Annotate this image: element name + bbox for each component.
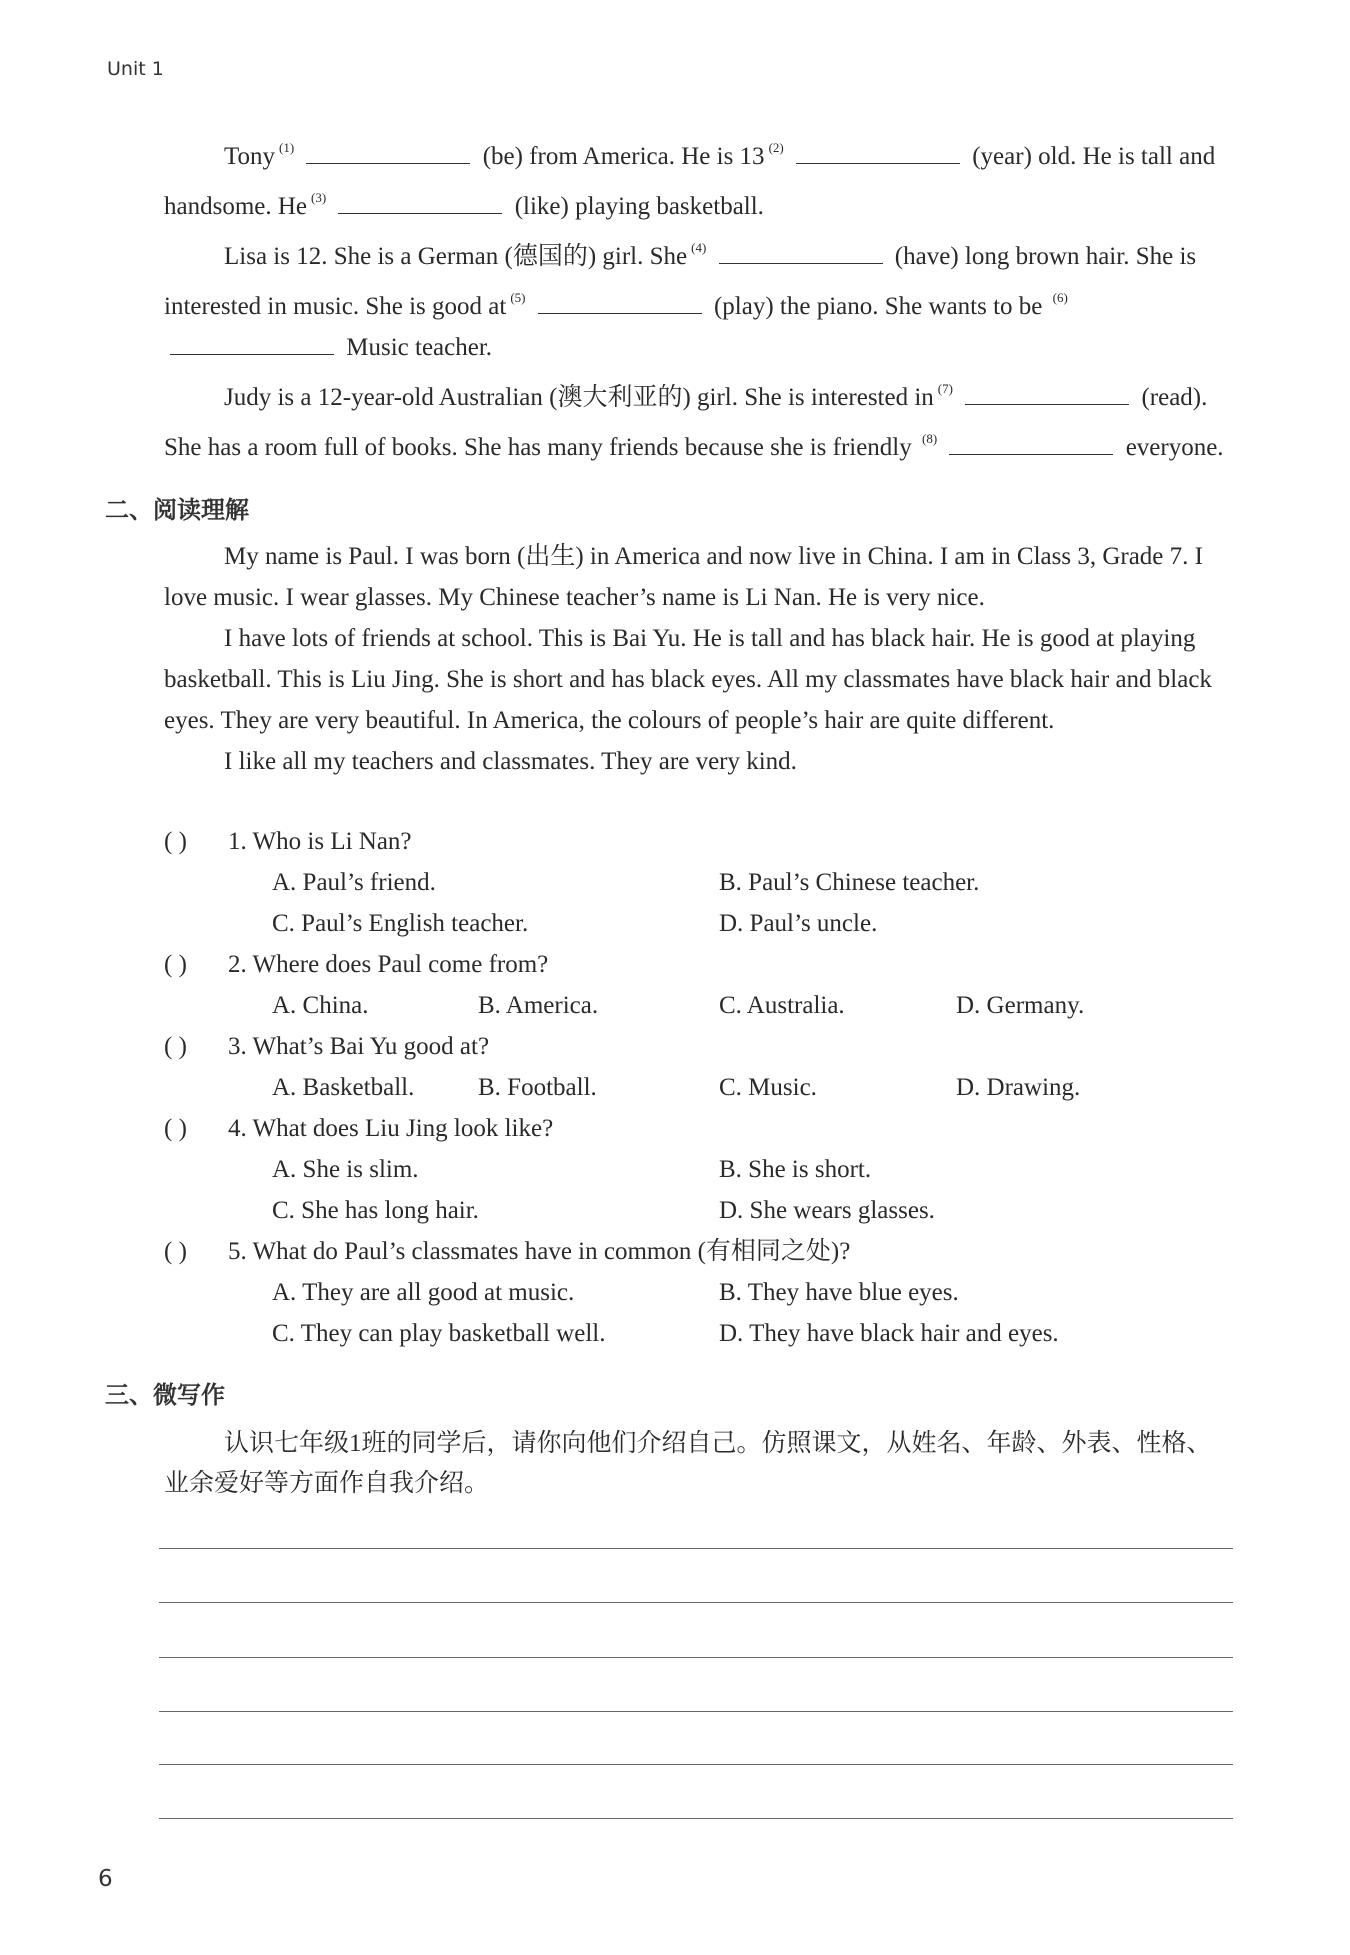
writing-prompt: 认识七年级1班的同学后，请你向他们介绍自己。仿照课文，从姓名、年龄、外表、性格、业余爱好等方面作自我介绍。 [164,1430,1212,1497]
option-a[interactable]: A. Basketball. [272,1074,415,1101]
answer-parentheses[interactable]: ( ) [164,1033,187,1060]
option-d[interactable]: D. Paul’s uncle. [719,910,878,937]
text: (have) long brown hair. She is interested in music. She is good at [164,243,1197,320]
options-row [164,1149,1236,1190]
writing-line[interactable] [159,1818,1233,1819]
answer-blank-3[interactable] [338,191,502,214]
page-number: 6 [98,1866,113,1892]
reading-paragraph-3: I like all my teachers and classmates. They are very kind. [224,748,797,775]
options-row [164,1313,1236,1354]
question-text: 5. What do Paul’s classmates have in common (有相同之处)? [228,1238,851,1265]
option-b[interactable]: B. Football. [478,1074,597,1101]
option-d[interactable]: D. They have black hair and eyes. [719,1320,1059,1347]
question-2 [164,944,1236,985]
blank-number: (8) [922,431,938,446]
blank-number: (3) [311,190,327,205]
option-b[interactable]: B. America. [478,992,599,1019]
answer-blank-7[interactable] [965,382,1129,405]
text: Judy is a 12-year-old Australian (澳大利亚的) girl. She is interested in [224,384,934,411]
option-a[interactable]: A. She is slim. [272,1156,419,1183]
option-b[interactable]: B. Paul’s Chinese teacher. [719,869,980,896]
option-c[interactable]: C. They can play basketball well. [272,1320,606,1347]
question-5 [164,1231,1236,1272]
answer-blank-2[interactable] [796,141,960,164]
question-3 [164,1026,1236,1067]
text: (year) old. He is tall and handsome. He [164,143,1216,220]
blank-number: (1) [279,140,295,155]
paragraph-judy [164,368,1236,468]
answer-blank-4[interactable] [719,241,883,264]
question-1 [164,821,1236,862]
option-d[interactable]: D. Germany. [956,992,1085,1019]
section-title-writing: 三、微写作 [105,1381,225,1409]
options-row [164,862,1236,903]
options-row [164,903,1236,944]
answer-blank-5[interactable] [538,291,702,314]
question-text: 4. What does Liu Jing look like? [228,1115,554,1142]
option-a[interactable]: A. Paul’s friend. [272,869,436,896]
writing-line[interactable] [159,1764,1233,1765]
question-4 [164,1108,1236,1149]
reading-paragraph-1: My name is Paul. I was born (出生) in America and now live in China. I am in Class 3, Grade 7. I love music. I wear glasses. My Chinese teacher’s name is Li Nan. He is very nice. [164,543,1203,611]
text: Music teacher. [346,334,493,361]
blank-number: (7) [937,381,953,396]
reading-paragraph-2: I have lots of friends at school. This is Bai Yu. He is tall and has black hair. He is good at playing basketball. This is Liu Jing. She is short and has black eyes. All my classmates have black hair and black eyes. They are very beautiful. In America, the colours of people’s hair are quite different. [164,625,1212,734]
answer-blank-6[interactable] [170,332,334,355]
text: Tony [224,143,276,170]
option-d[interactable]: D. She wears glasses. [719,1197,935,1224]
option-a[interactable]: A. China. [272,992,369,1019]
blank-number: (2) [768,140,784,155]
answer-parentheses[interactable]: ( ) [164,1115,187,1142]
blank-number: (4) [691,240,707,255]
writing-line[interactable] [159,1548,1233,1549]
section-title-reading: 二、阅读理解 [105,496,249,524]
option-a[interactable]: A. They are all good at music. [272,1279,575,1306]
option-c[interactable]: C. She has long hair. [272,1197,479,1224]
unit-label: Unit 1 [107,58,164,80]
answer-parentheses[interactable]: ( ) [164,828,187,855]
option-c[interactable]: C. Paul’s English teacher. [272,910,529,937]
blank-number: (5) [510,290,526,305]
text: everyone. [1125,434,1224,461]
option-d[interactable]: D. Drawing. [956,1074,1081,1101]
answer-blank-8[interactable] [949,432,1113,455]
writing-line[interactable] [159,1711,1233,1712]
reading-questions [164,821,1236,1354]
options-row [164,985,1236,1026]
options-row [164,1190,1236,1231]
options-row [164,1067,1236,1108]
fill-in-passage [164,127,1236,468]
text: (play) the piano. She wants to be [713,293,1043,320]
options-row [164,1272,1236,1313]
option-b[interactable]: B. She is short. [719,1156,872,1183]
question-text: 1. Who is Li Nan? [228,828,412,855]
option-c[interactable]: C. Music. [719,1074,817,1101]
question-text: 3. What’s Bai Yu good at? [228,1033,490,1060]
answer-parentheses[interactable]: ( ) [164,951,187,978]
text: (like) playing basketball. [514,193,764,220]
reading-passage [164,536,1236,782]
blank-number: (6) [1052,290,1068,305]
option-b[interactable]: B. They have blue eyes. [719,1279,959,1306]
paragraph-tony [164,127,1236,227]
question-text: 2. Where does Paul come from? [228,951,549,978]
answer-parentheses[interactable]: ( ) [164,1238,187,1265]
option-c[interactable]: C. Australia. [719,992,845,1019]
text: (read). She has a room full of books. She has many friends because she is friendly [164,384,1208,461]
writing-line[interactable] [159,1657,1233,1658]
text: Lisa is 12. She is a German (德国的) girl. She [224,243,688,270]
answer-blank-1[interactable] [306,141,470,164]
writing-line[interactable] [159,1602,1233,1603]
text: (be) from America. He is 13 [482,143,765,170]
paragraph-lisa [164,227,1236,368]
